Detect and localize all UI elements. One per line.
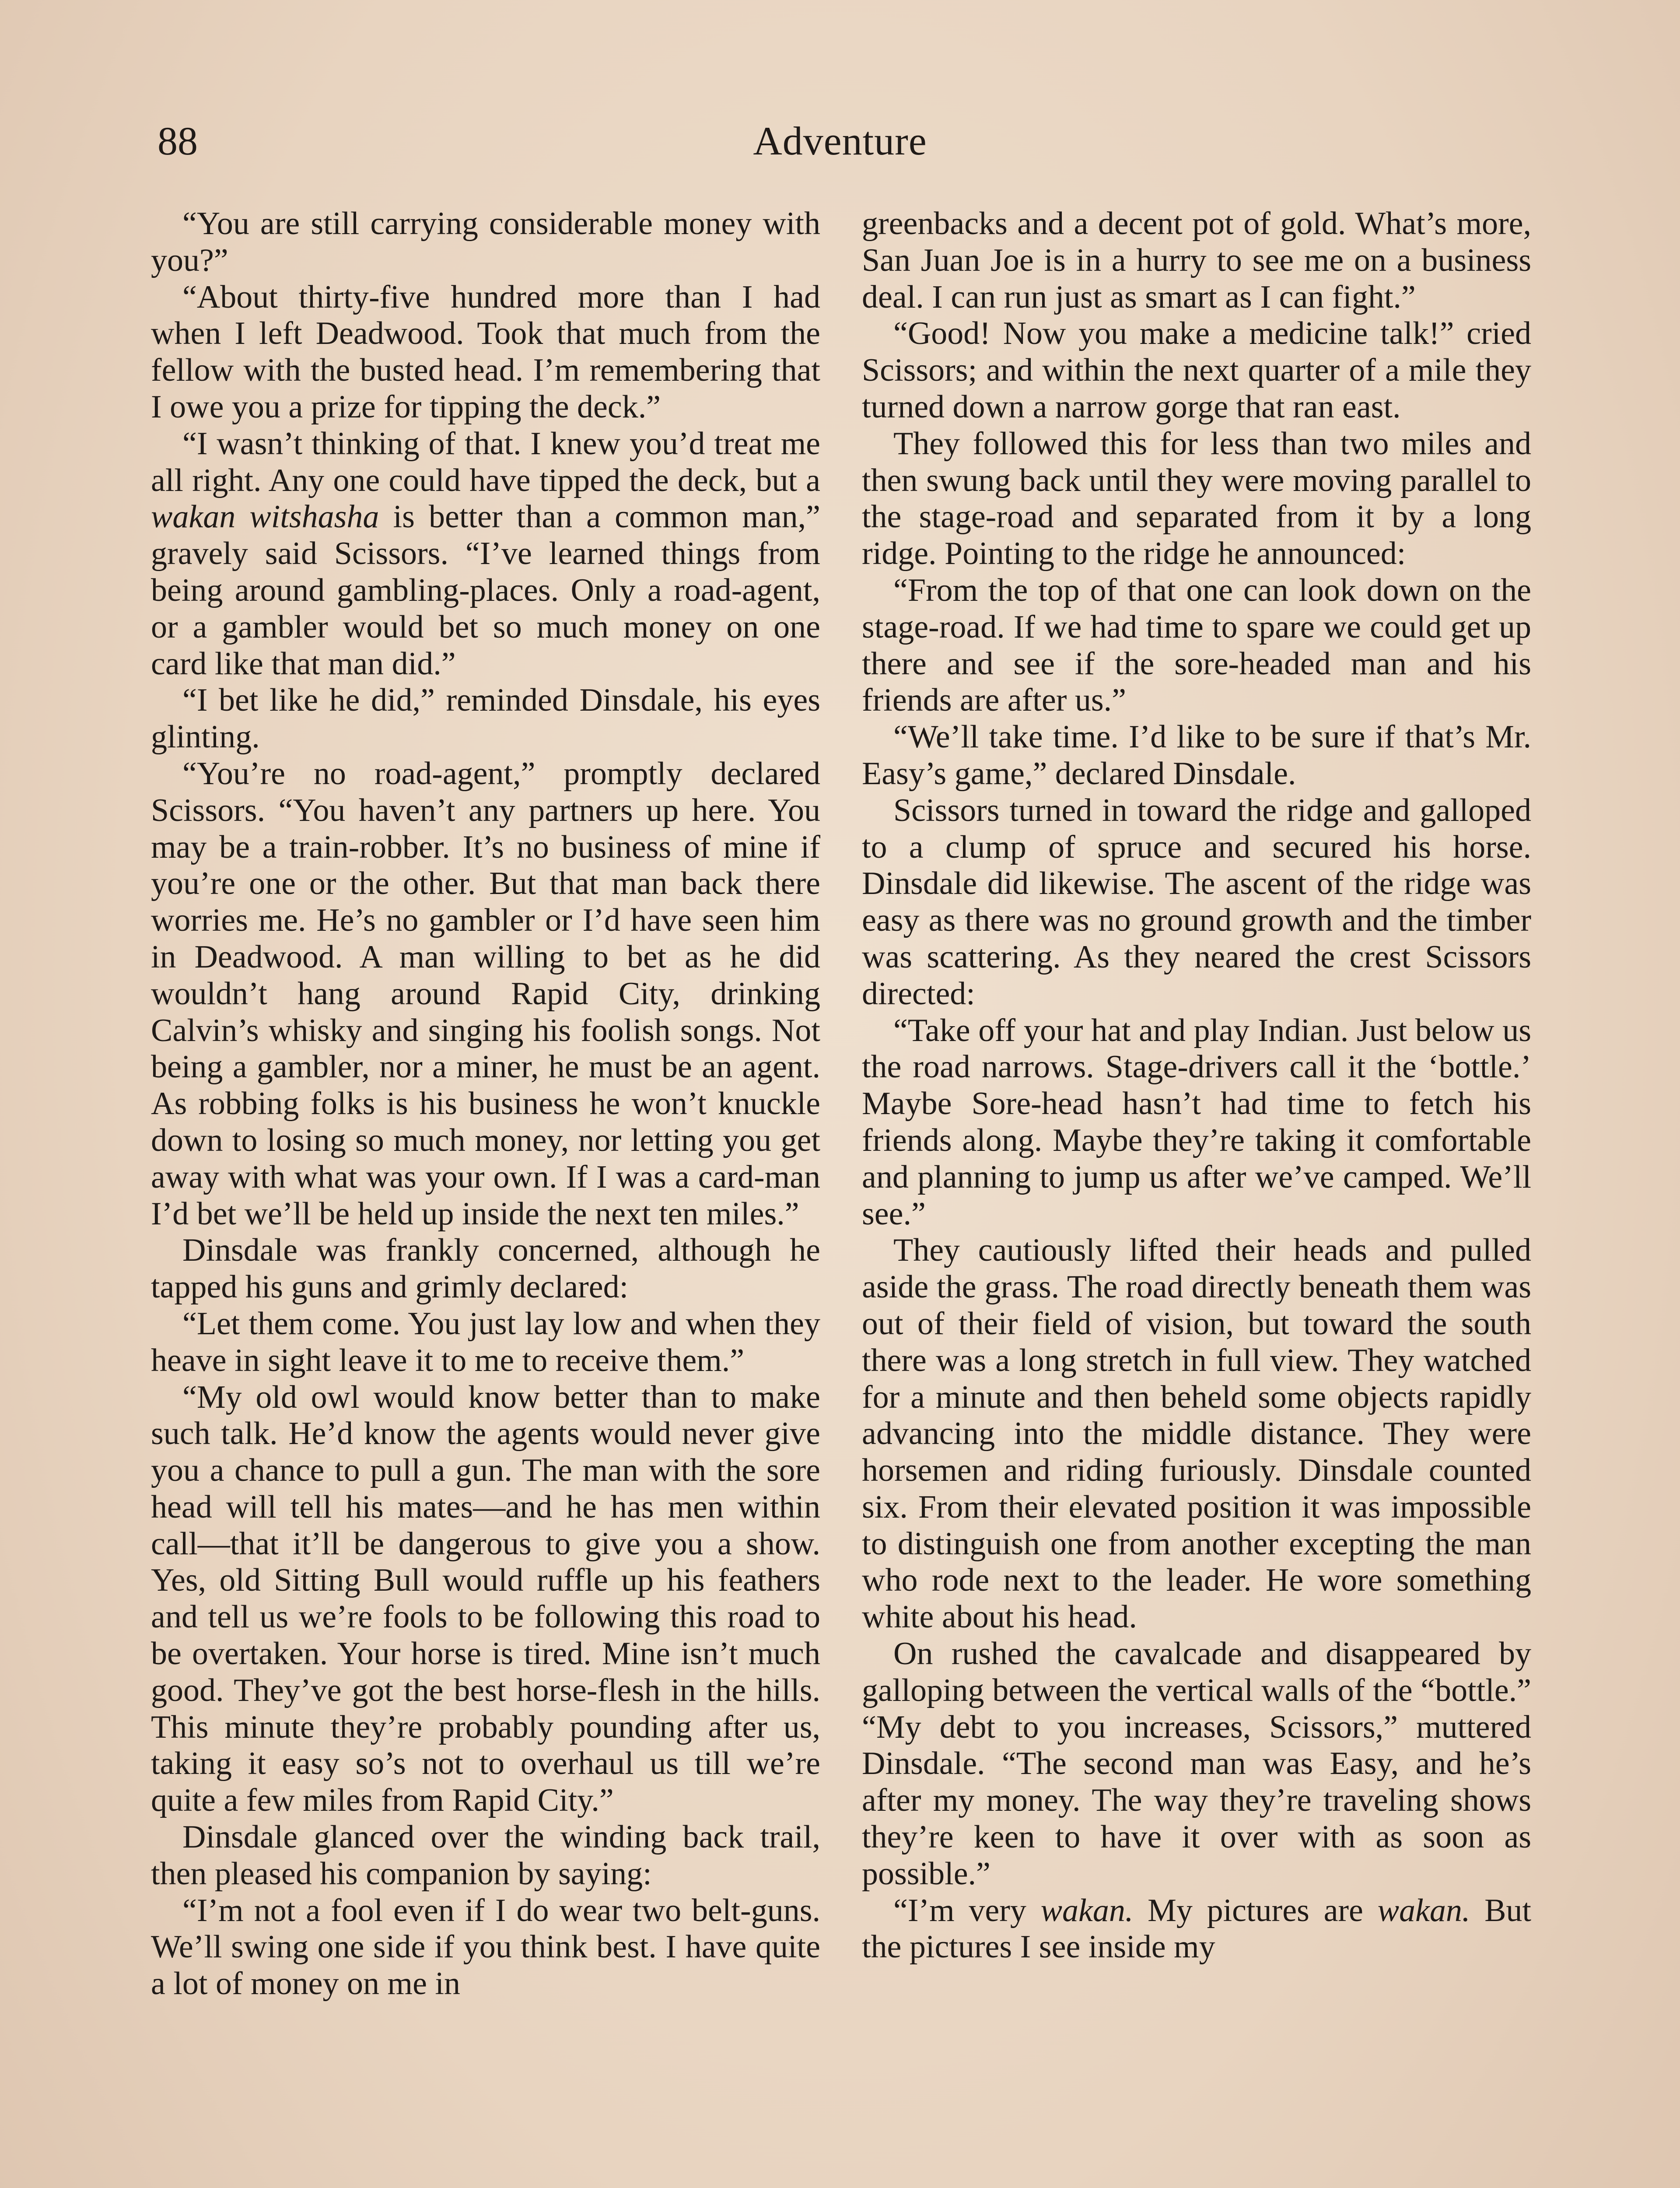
- paragraph: [151, 206, 820, 279]
- paragraph: [151, 756, 820, 1232]
- paragraph-text: “We’ll take time. I’d like to be sure if that’s Mr. Easy’s game,” declared Dinsdale.: [862, 719, 1531, 792]
- paragraph: [151, 1893, 820, 2002]
- paragraph: [862, 206, 1531, 316]
- text-column-right: [862, 206, 1531, 1966]
- paragraph-text: Scissors turned in toward the ridge and galloped to a clump of spruce and secured his horse. Dinsdale did likewise. The ascent of the ridge was easy as there was no ground growth and the timber was scattering. As they neared the crest Scissors directed:: [862, 792, 1531, 1012]
- paragraph-text: “You are still carrying considerable money with you?”: [151, 206, 820, 278]
- paragraph: [862, 426, 1531, 572]
- page-header: [149, 115, 1531, 167]
- paragraph-text: is better than a common man,” gravely said Scissors. “I’ve learned things from being around gambling-places. Only a road-agent, or a gambler would bet so much money on one card like that man did.”: [151, 499, 820, 682]
- paragraph: [862, 719, 1531, 792]
- italic-term: wakan witshasha: [151, 499, 379, 535]
- page-number: 88: [158, 119, 198, 163]
- paragraph-text: “My old owl would know better than to make such talk. He’d know the agents would never give you a chance to pull a gun. The man with the sore head will tell his mates—and he has men within call—that it’ll be dangerous to give you a show. Yes, old Sitting Bull would ruffle up his feathers and tell us we’re fools to be following this road to be overtaken. Your horse is tired. Mine isn’t much good. They’ve got the best horse-flesh in the hills. This minute they’re probably pounding after us, taking it easy so’s not to overhaul us till we’re quite a few miles from Rapid City.”: [151, 1379, 820, 1819]
- paragraph-text: Dinsdale glanced over the winding back trail, then pleased his companion by saying:: [151, 1819, 820, 1892]
- paragraph-text: “I’m very: [893, 1892, 1041, 1929]
- paragraph: [862, 1636, 1531, 1893]
- paragraph: [151, 279, 820, 426]
- italic-term: wakan.: [1377, 1892, 1470, 1929]
- paragraph: [862, 1013, 1531, 1233]
- paragraph-text: “About thirty-five hundred more than I had when I left Deadwood. Took that much from the fellow with the busted head. I’m remembering that I owe you a prize for tipping the deck.”: [151, 279, 820, 425]
- paragraph-text: “I bet like he did,” reminded Dinsdale, his eyes glinting.: [151, 682, 820, 755]
- paragraph: [151, 1232, 820, 1306]
- paragraph: [151, 1379, 820, 1820]
- paragraph-text: “I wasn’t thinking of that. I knew you’d treat me all right. Any one could have tipped the deck, but a: [151, 425, 820, 498]
- paragraph-text: They followed this for less than two miles and then swung back until they were moving parallel to the stage-road and separated from it by a long ridge. Pointing to the ridge he announced:: [862, 425, 1531, 572]
- paragraph: [862, 1232, 1531, 1636]
- paragraph-text: But the pictures I see inside my: [862, 1892, 1531, 1965]
- paragraph-text: “From the top of that one can look down on the stage-road. If we had time to spare we could get up there and see if the sore-headed man and his friends are after us.”: [862, 572, 1531, 719]
- italic-term: wakan.: [1040, 1892, 1134, 1929]
- paragraph: [151, 426, 820, 683]
- paragraph-text: They cautiously lifted their heads and pulled aside the grass. The road directly beneath them was out of their field of vision, but toward the south there was a long stretch in full view. They watched for a minute and then beheld some objects rapidly advancing into the middle distance. They were horsemen and riding furiously. Dinsdale counted six. From their elevated position it was impossible to distinguish one from another excepting the man who rode next to the leader. He wore something white about his head.: [862, 1232, 1531, 1635]
- text-column-left: [151, 206, 820, 2002]
- paragraph-text: Dinsdale was frankly concerned, although he tapped his guns and grimly declared:: [151, 1232, 820, 1305]
- running-title: Adventure: [753, 119, 927, 163]
- paragraph: [151, 1306, 820, 1379]
- paragraph-text: On rushed the cavalcade and disappeared by galloping between the vertical walls of the “bottle.” “My debt to you increases, Scissors,” muttered Dinsdale. “The second man was Easy, and he’s after my money. The way they’re traveling shows they’re keen to have it over with as soon as possible.”: [862, 1636, 1531, 1892]
- paragraph-text: greenbacks and a decent pot of gold. What’s more, San Juan Joe is in a hurry to see me on a business deal. I can run just as smart as I can fight.”: [862, 206, 1531, 315]
- paragraph-text: “Take off your hat and play Indian. Just below us the road narrows. Stage-drivers call it the ‘bottle.’ Maybe Sore-head hasn’t had time to fetch his friends along. Maybe they’re taking it comfortable and planning to jump us after we’ve camped. We’ll see.”: [862, 1012, 1531, 1232]
- paragraph-text: “Let them come. You just lay low and when they heave in sight leave it to me to receive them.”: [151, 1305, 820, 1378]
- paragraph-text: My pictures are: [1133, 1892, 1378, 1929]
- paragraph-text: “Good! Now you make a medicine talk!” cried Scissors; and within the next quarter of a mile they turned down a narrow gorge that ran east.: [862, 316, 1531, 425]
- paragraph-text: “You’re no road-agent,” promptly declared Scissors. “You haven’t any partners up here. You may be a train-robber. It’s no business of mine if you’re one or the other. But that man back there worries me. He’s no gambler or I’d have seen him in Deadwood. A man willing to bet as he did wouldn’t hang around Rapid City, drinking Calvin’s whisky and singing his foolish songs. Not being a gambler, nor a miner, he must be an agent. As robbing folks is his business he won’t knuckle down to losing so much money, nor letting you get away with what was your own. If I was a card-man I’d bet we’ll be held up inside the next ten miles.”: [151, 755, 820, 1232]
- paragraph: [151, 1819, 820, 1893]
- paragraph: [862, 792, 1531, 1013]
- paragraph: [862, 572, 1531, 719]
- paragraph-text: “I’m not a fool even if I do wear two belt-guns. We’ll swing one side if you think best. I have quite a lot of money on me in: [151, 1892, 820, 2002]
- paragraph: [151, 682, 820, 756]
- paragraph: [862, 1893, 1531, 1966]
- paragraph: [862, 316, 1531, 425]
